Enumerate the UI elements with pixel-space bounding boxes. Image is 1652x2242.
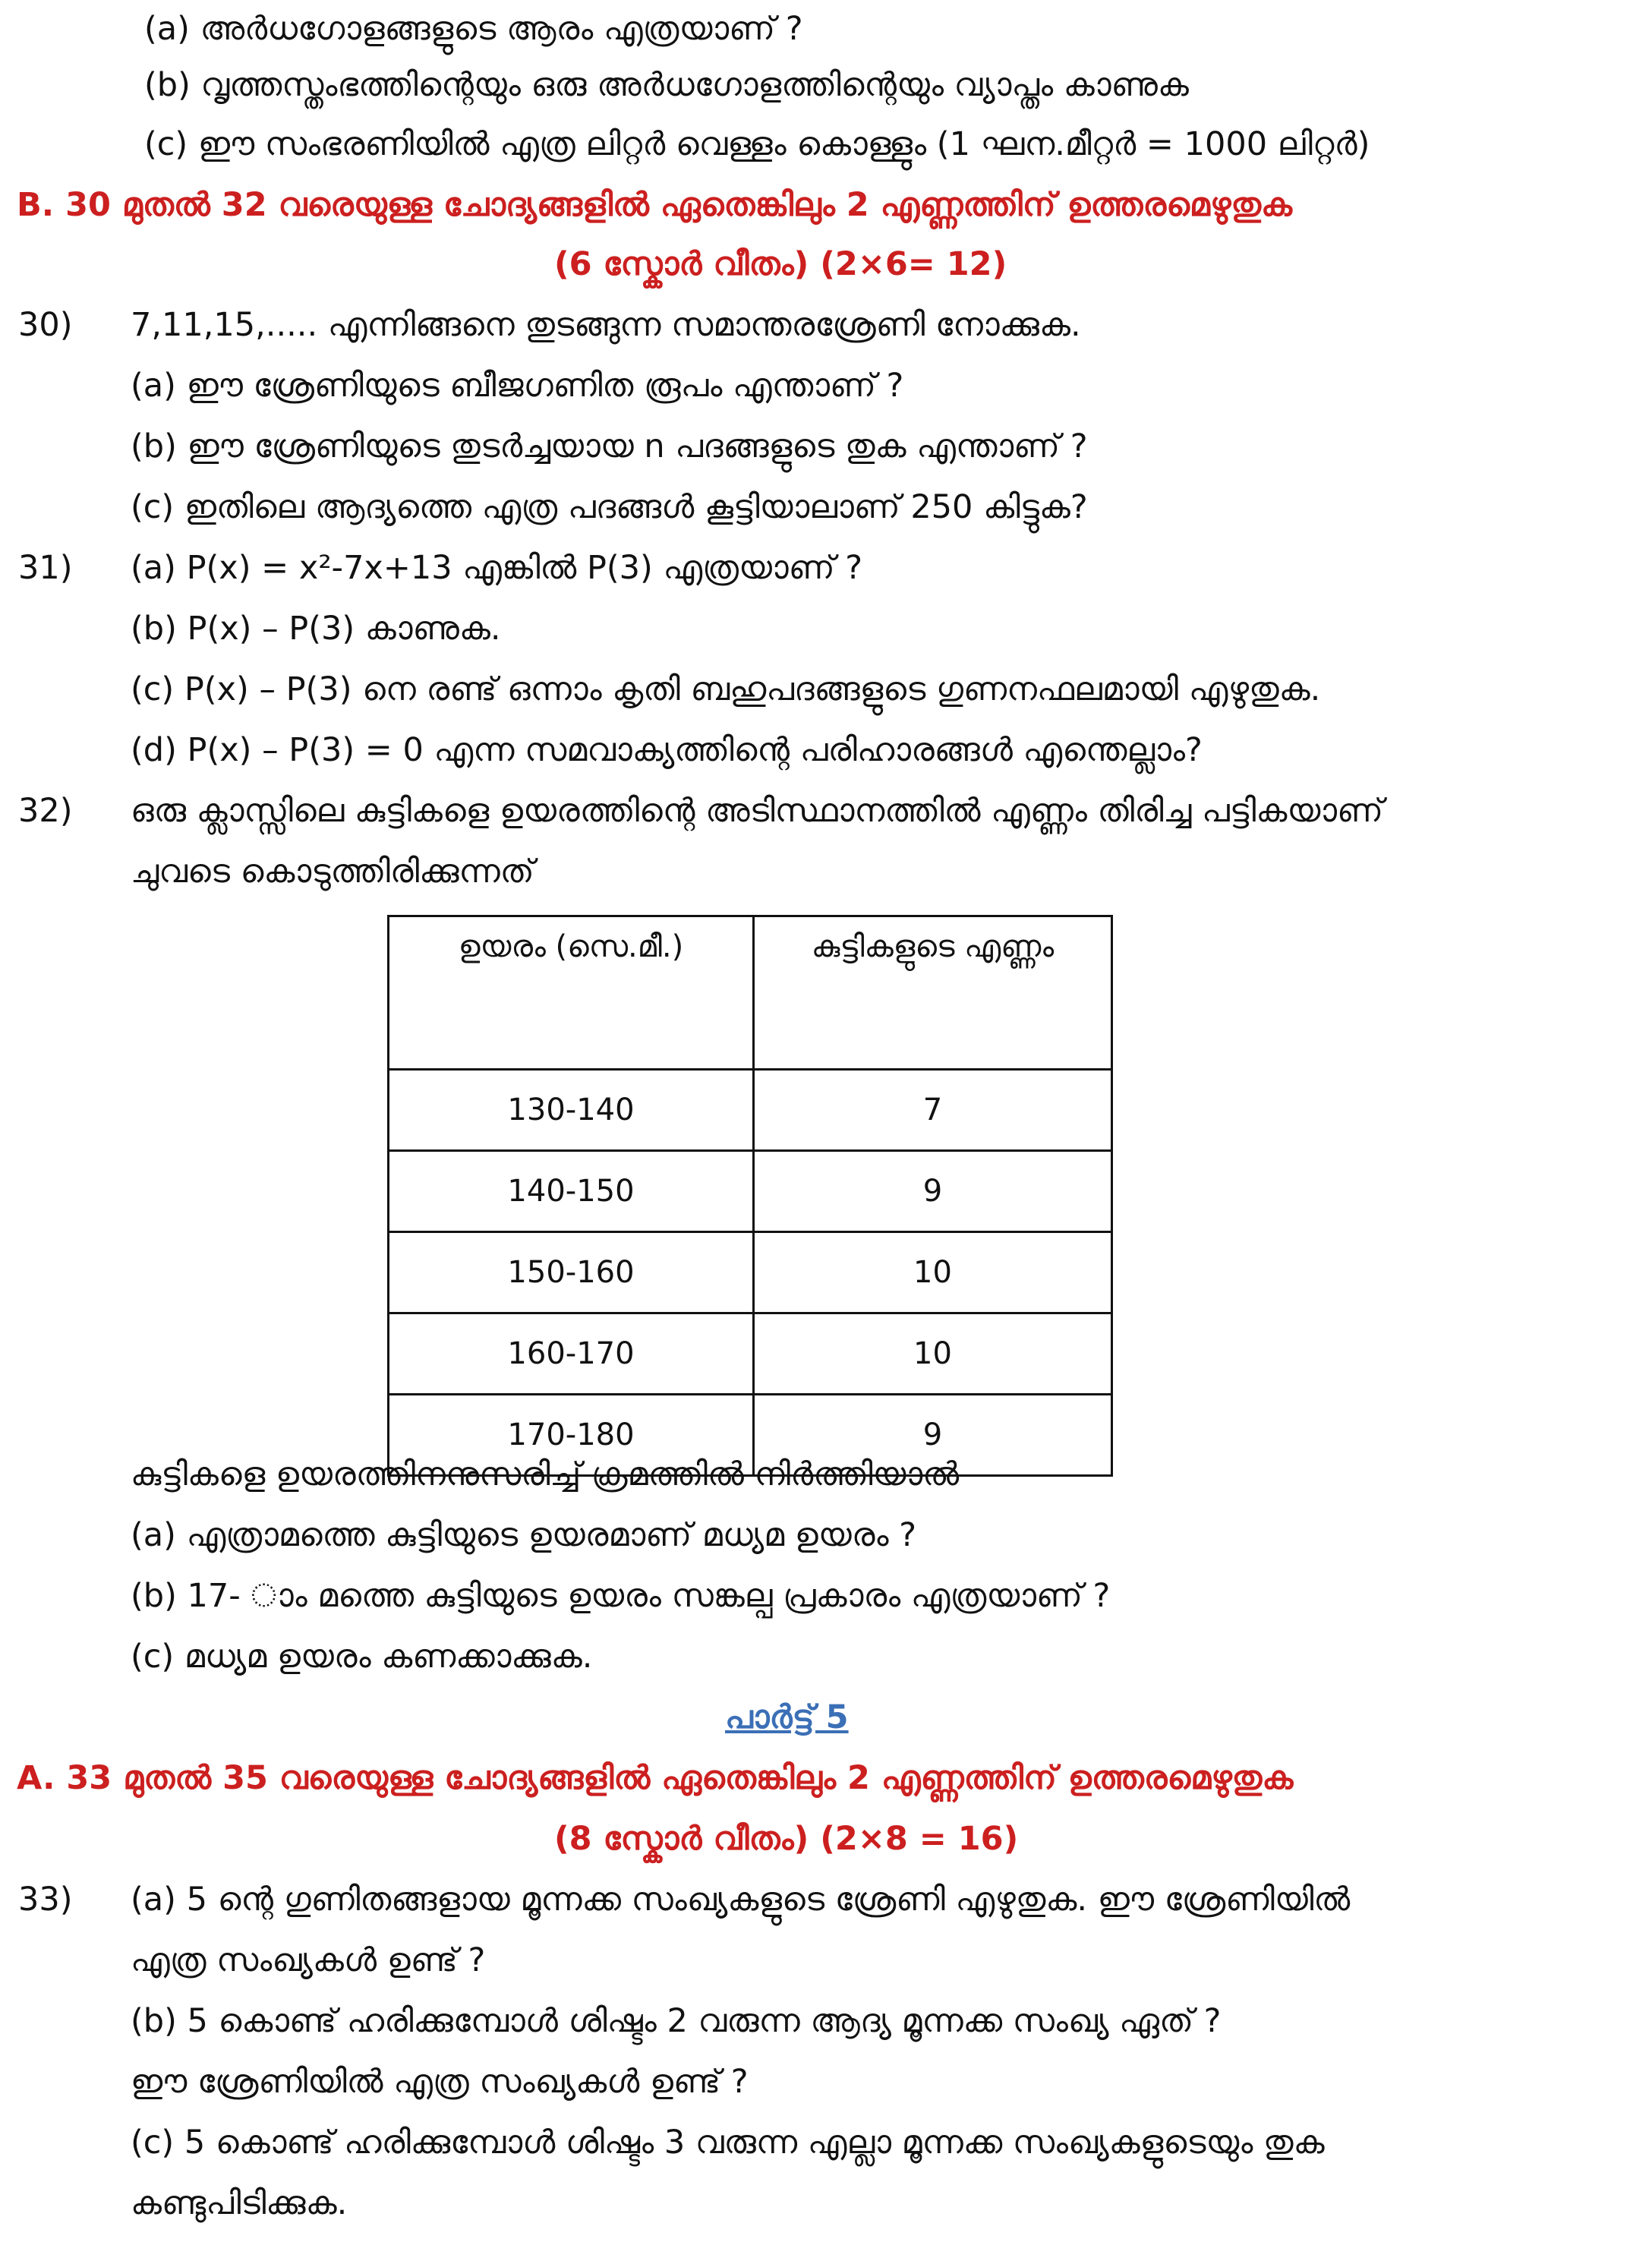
height-frequency-table: [387, 915, 1113, 1477]
table-header-height: ഉയരം (സെ.മീ.): [389, 916, 754, 1070]
table-cell-count: 10: [754, 1313, 1112, 1395]
table-row: [389, 1151, 1112, 1232]
part-5-header: A. 33 മുതൽ 35 വരെയുള്ള ചോദ്യങ്ങളിൽ ഏതെങ്കിലും 2 എണ്ണത്തിന് ഉത്തരമെഴുതുക: [17, 1759, 1294, 1797]
table-cell-range: 130-140: [389, 1070, 754, 1151]
q31-sub-a: (a) P(x) = x²-7x+13 എങ്കിൽ P(3) എത്രയാണ് ?: [131, 549, 863, 587]
table-cell-count: 9: [754, 1395, 1112, 1476]
q31-sub-d: (d) P(x) – P(3) = 0 എന്ന സമവാക്യത്തിന്റെ പരിഹാരങ്ങൾ എന്തെല്ലാം?: [131, 731, 1203, 769]
table-header-row: [389, 916, 1112, 1070]
q29-sub-c: (c) ഈ സംഭരണിയിൽ എത്ര ലിറ്റർ വെള്ളം കൊള്ളും (1 ഘന.മീറ്റർ = 1000 ലിറ്റർ): [144, 125, 1370, 163]
q33-sub-c-line2: കണ്ടുപിടിക്കുക.: [131, 2184, 348, 2222]
table-cell-range: 140-150: [389, 1151, 754, 1232]
q32-after-table: കുട്ടികളെ ഉയരത്തിനനുസരിച്ച് ക്രമത്തിൽ നിർത്തിയാൽ: [131, 1455, 960, 1493]
table-cell-count: 10: [754, 1232, 1112, 1313]
q31-number: 31): [18, 549, 73, 587]
q33-sub-a-line1: (a) 5 ന്റെ ഗുണിതങ്ങളായ മൂന്നക്ക സംഖ്യകളുടെ ശ്രേണി എഴുതുക. ഈ ശ്രേണിയിൽ: [131, 1881, 1351, 1919]
table-row: [389, 1070, 1112, 1151]
q30-intro: 7,11,15,..... എന്നിങ്ങനെ തുടങ്ങുന്ന സമാന്തരശ്രേണി നോക്കുക.: [131, 306, 1081, 344]
q30-sub-c: (c) ഇതിലെ ആദ്യത്തെ എത്ര പദങ്ങൾ കൂട്ടിയാലാണ് 250 കിട്ടുക?: [131, 488, 1088, 526]
q29-sub-b: (b) വൃത്തസ്തംഭത്തിന്റെയും ഒരു അർധഗോളത്തിന്റെയും വ്യാപ്തം കാണുക: [144, 66, 1189, 104]
q33-sub-a-line2: എത്ര സംഖ്യകൾ ഉണ്ട് ?: [131, 1941, 486, 1979]
q32-sub-c: (c) മധ്യമ ഉയരം കണക്കാക്കുക.: [131, 1638, 593, 1676]
q33-number: 33): [18, 1881, 73, 1919]
q29-sub-a: (a) അർധഗോളങ്ങളുടെ ആരം എത്രയാണ് ?: [144, 10, 803, 48]
table-row: [389, 1232, 1112, 1313]
q32-sub-a: (a) എത്രാമത്തെ കുട്ടിയുടെ ഉയരമാണ് മധ്യമ ഉയരം ?: [131, 1516, 917, 1554]
part-5-score: (8 സ്കോർ വീതം) (2×8 = 16): [554, 1820, 1019, 1858]
q33-sub-b-line2: ഈ ശ്രേണിയിൽ എത്ര സംഖ്യകൾ ഉണ്ട് ?: [131, 2063, 749, 2101]
q33-sub-c-line1: (c) 5 കൊണ്ട് ഹരിക്കുമ്പോൾ ശിഷ്ടം 3 വരുന്ന എല്ലാ മൂന്നക്ക സംഖ്യകളുടെയും തുക: [131, 2124, 1325, 2162]
q30-sub-a: (a) ഈ ശ്രേണിയുടെ ബീജഗണിത രൂപം എന്താണ് ?: [131, 367, 904, 405]
q31-sub-b: (b) P(x) – P(3) കാണുക.: [131, 610, 501, 648]
section-b-header: B. 30 മുതൽ 32 വരെയുള്ള ചോദ്യങ്ങളിൽ ഏതെങ്കിലും 2 എണ്ണത്തിന് ഉത്തരമെഴുതുക: [17, 186, 1293, 224]
q31-sub-c: (c) P(x) – P(3) നെ രണ്ട് ഒന്നാം കൃതി ബഹുപദങ്ങളുടെ ഗുണനഫലമായി എഴുതുക.: [131, 670, 1321, 708]
table-row: [389, 1313, 1112, 1395]
table-cell-count: 7: [754, 1070, 1112, 1151]
part-5-title: പാർട്ട് 5: [725, 1698, 849, 1736]
table-cell-count: 9: [754, 1151, 1112, 1232]
q32-intro-line2: ചുവടെ കൊടുത്തിരിക്കുന്നത്: [131, 853, 534, 891]
q30-number: 30): [18, 306, 73, 344]
q33-sub-b-line1: (b) 5 കൊണ്ട് ഹരിക്കുമ്പോൾ ശിഷ്ടം 2 വരുന്ന ആദ്യ മൂന്നക്ക സംഖ്യ ഏത് ?: [131, 2002, 1222, 2040]
table-cell-range: 170-180: [389, 1395, 754, 1476]
table-cell-range: 160-170: [389, 1313, 754, 1395]
q32-intro-line1: ഒരു ക്ലാസ്സിലെ കുട്ടികളെ ഉയരത്തിന്റെ അടിസ്ഥാനത്തിൽ എണ്ണം തിരിച്ച പട്ടികയാണ്: [131, 792, 1383, 830]
table-cell-range: 150-160: [389, 1232, 754, 1313]
q30-sub-b: (b) ഈ ശ്രേണിയുടെ തുടർച്ചയായ n പദങ്ങളുടെ തുക എന്താണ് ?: [131, 427, 1088, 465]
q32-sub-b: (b) 17- ാം മത്തെ കുട്ടിയുടെ ഉയരം സങ്കല്പ പ്രകാരം എത്രയാണ് ?: [131, 1577, 1111, 1615]
section-b-score: (6 സ്കോർ വീതം) (2×6= 12): [554, 245, 1007, 283]
q32-number: 32): [18, 792, 73, 830]
table-header-count: കുട്ടികളുടെ എണ്ണം: [754, 916, 1112, 1070]
